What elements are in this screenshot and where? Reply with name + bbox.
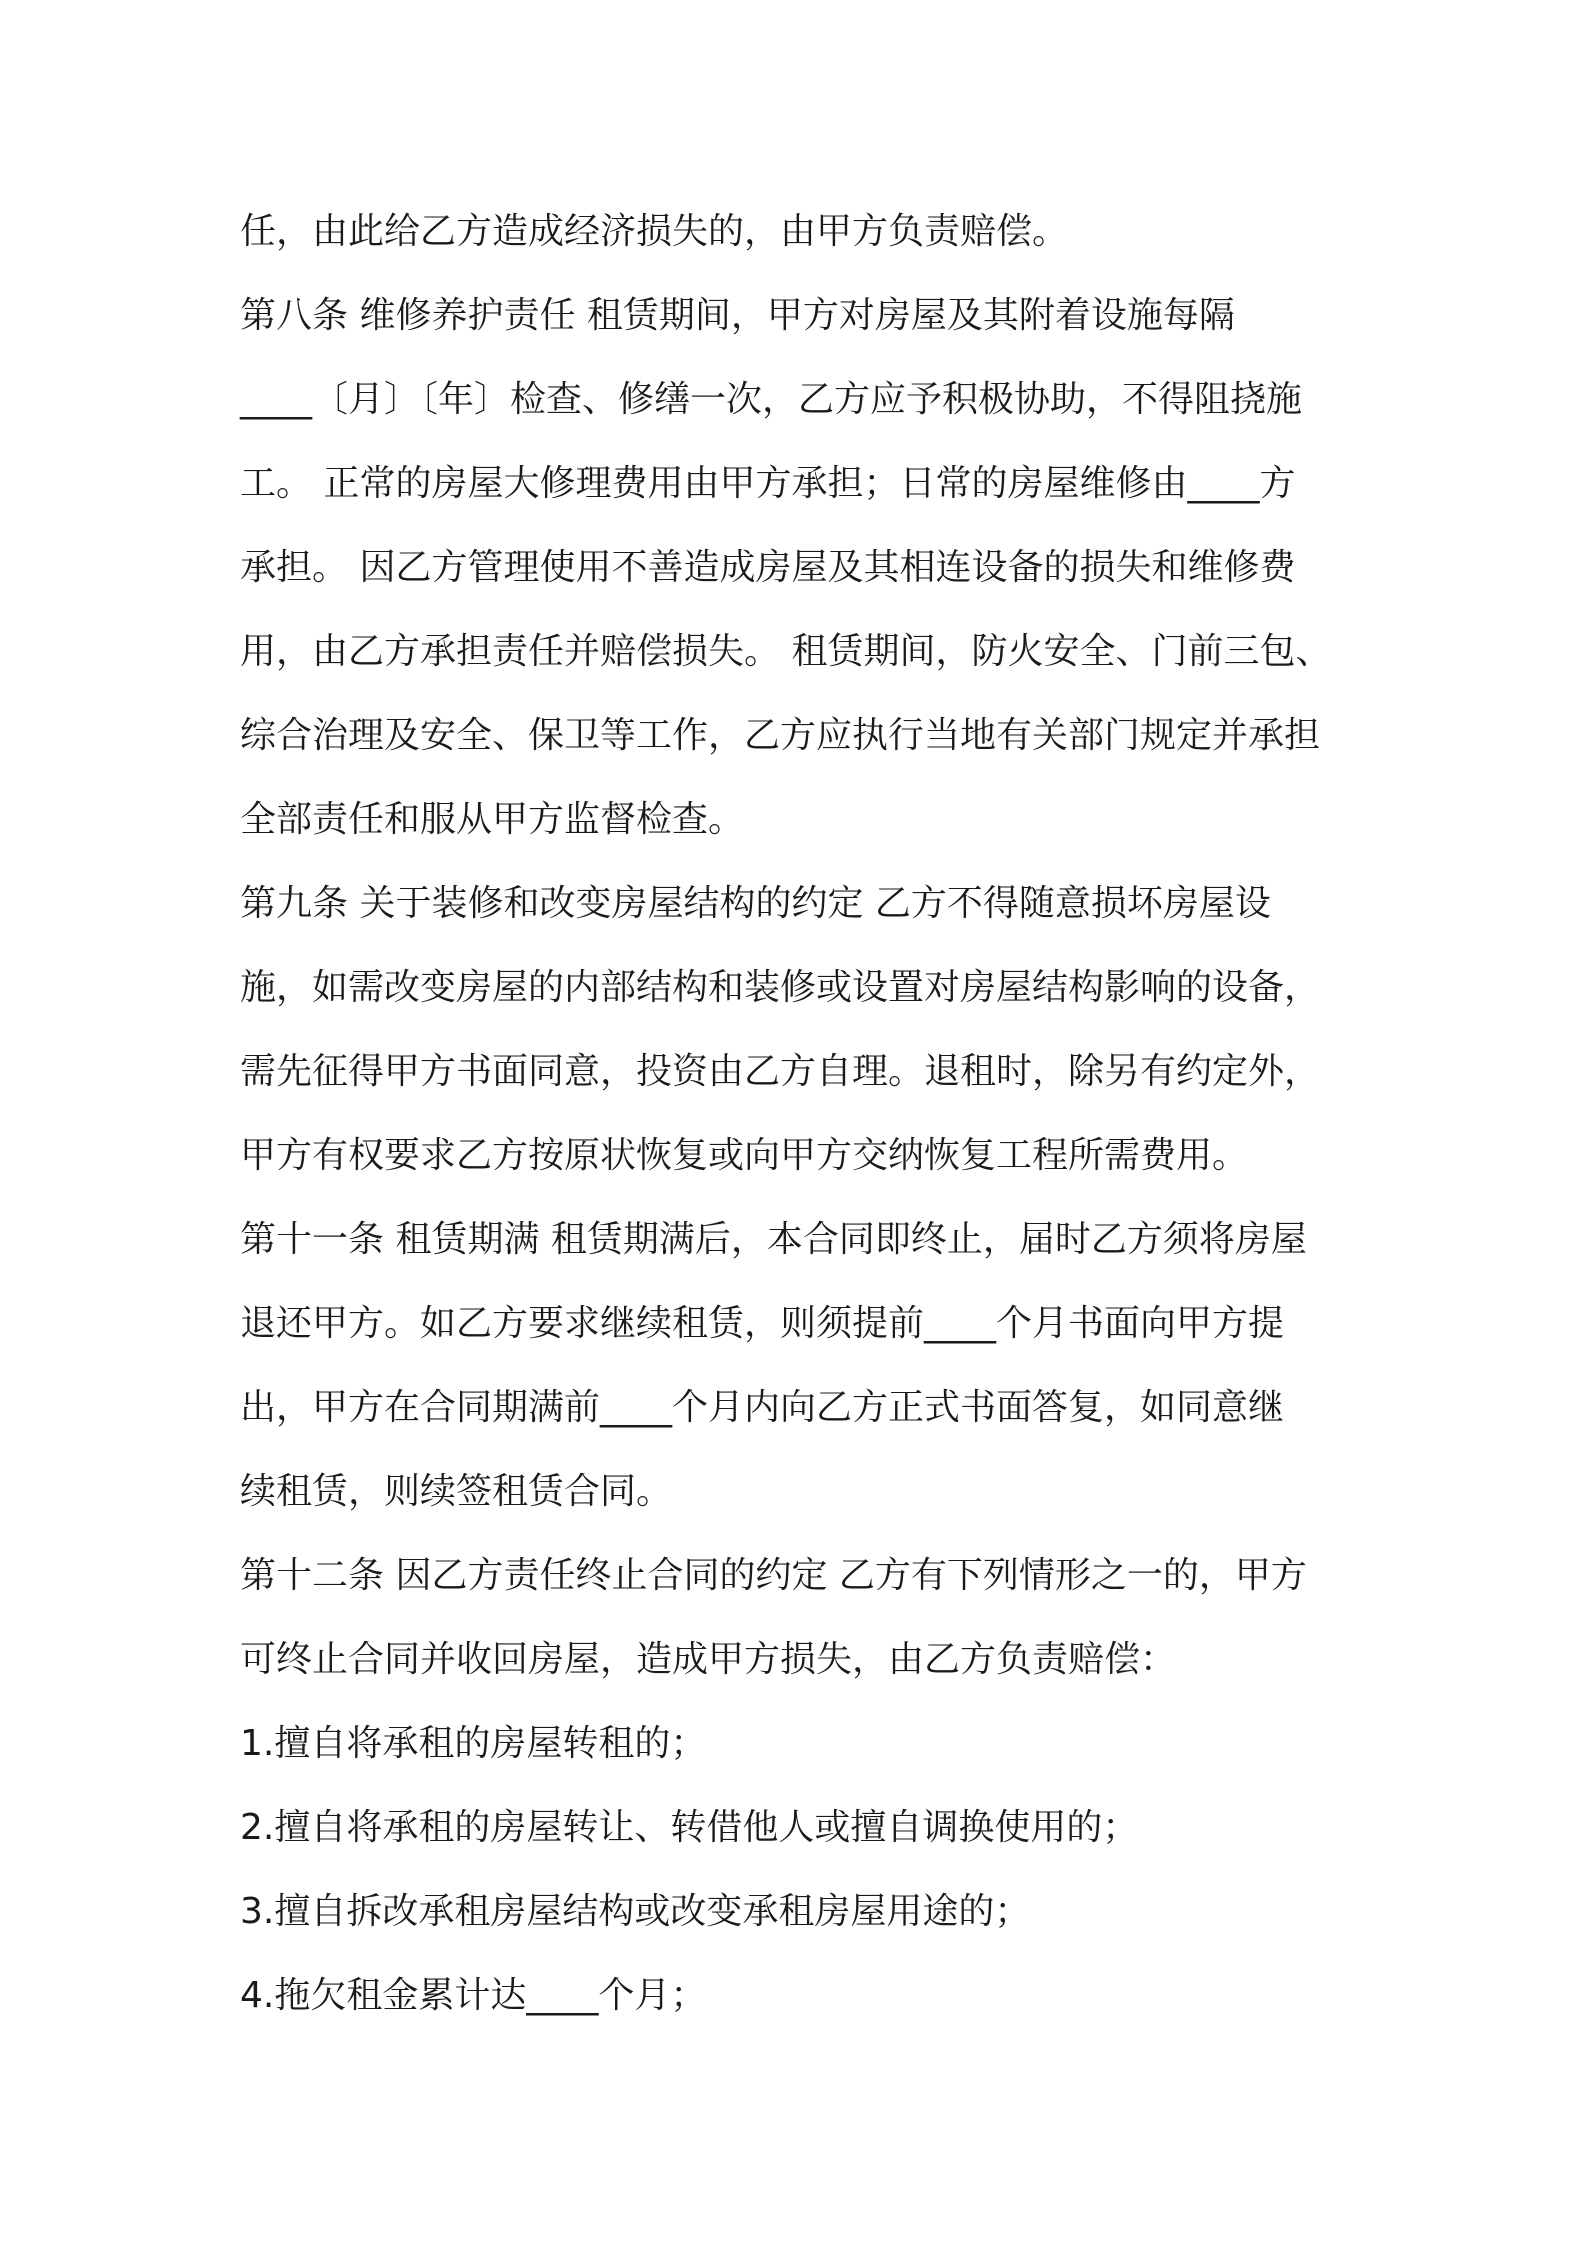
text-line: 综合治理及安全、保卫等工作，乙方应执行当地有关部门规定并承担 — [240, 715, 1321, 756]
text-line: ____〔月〕〔年〕检查、修缮一次，乙方应予积极协助，不得阻挠施 — [240, 379, 1303, 420]
text-line: 甲方有权要求乙方按原状恢复或向甲方交纳恢复工程所需费用。 — [240, 1135, 1249, 1176]
text-line: 可终止合同并收回房屋，造成甲方损失，由乙方负责赔偿： — [240, 1639, 1177, 1680]
list-item: 3.擅自拆改承租房屋结构或改变承租房屋用途的； — [240, 1891, 1031, 1932]
text-line: 用，由乙方承担责任并赔偿损失。 租赁期间，防火安全、门前三包、 — [240, 631, 1332, 672]
text-line: 出，甲方在合同期满前____个月内向乙方正式书面答复，如同意继 — [240, 1387, 1285, 1428]
article-8-heading-line: 第八条 维修养护责任 租赁期间，甲方对房屋及其附着设施每隔 — [240, 295, 1235, 336]
article-9-heading-line: 第九条 关于装修和改变房屋结构的约定 乙方不得随意损坏房屋设 — [240, 883, 1271, 924]
contract-text — [240, 190, 1380, 2038]
text-line: 承担。 因乙方管理使用不善造成房屋及其相连设备的损失和维修费 — [240, 547, 1296, 588]
text-line: 工。 正常的房屋大修理费用由甲方承担；日常的房屋维修由____方 — [240, 463, 1296, 504]
text-line: 任，由此给乙方造成经济损失的，由甲方负责赔偿。 — [240, 211, 1069, 252]
list-item: 4.拖欠租金累计达____个月； — [240, 1975, 707, 2016]
list-item: 1.擅自将承租的房屋转租的； — [240, 1723, 707, 1764]
text-line: 全部责任和服从甲方监督检查。 — [240, 799, 745, 840]
text-line: 需先征得甲方书面同意，投资由乙方自理。退租时，除另有约定外， — [240, 1051, 1321, 1092]
text-line: 退还甲方。如乙方要求继续租赁，则须提前____个月书面向甲方提 — [240, 1303, 1285, 1344]
article-11-heading-line: 第十一条 租赁期满 租赁期满后，本合同即终止，届时乙方须将房屋 — [240, 1219, 1307, 1260]
text-line: 续租赁，则续签租赁合同。 — [240, 1471, 673, 1512]
text-line: 施，如需改变房屋的内部结构和装修或设置对房屋结构影响的设备， — [240, 967, 1321, 1008]
list-item: 2.擅自将承租的房屋转让、转借他人或擅自调换使用的； — [240, 1807, 1139, 1848]
article-12-heading-line: 第十二条 因乙方责任终止合同的约定 乙方有下列情形之一的，甲方 — [240, 1555, 1307, 1596]
